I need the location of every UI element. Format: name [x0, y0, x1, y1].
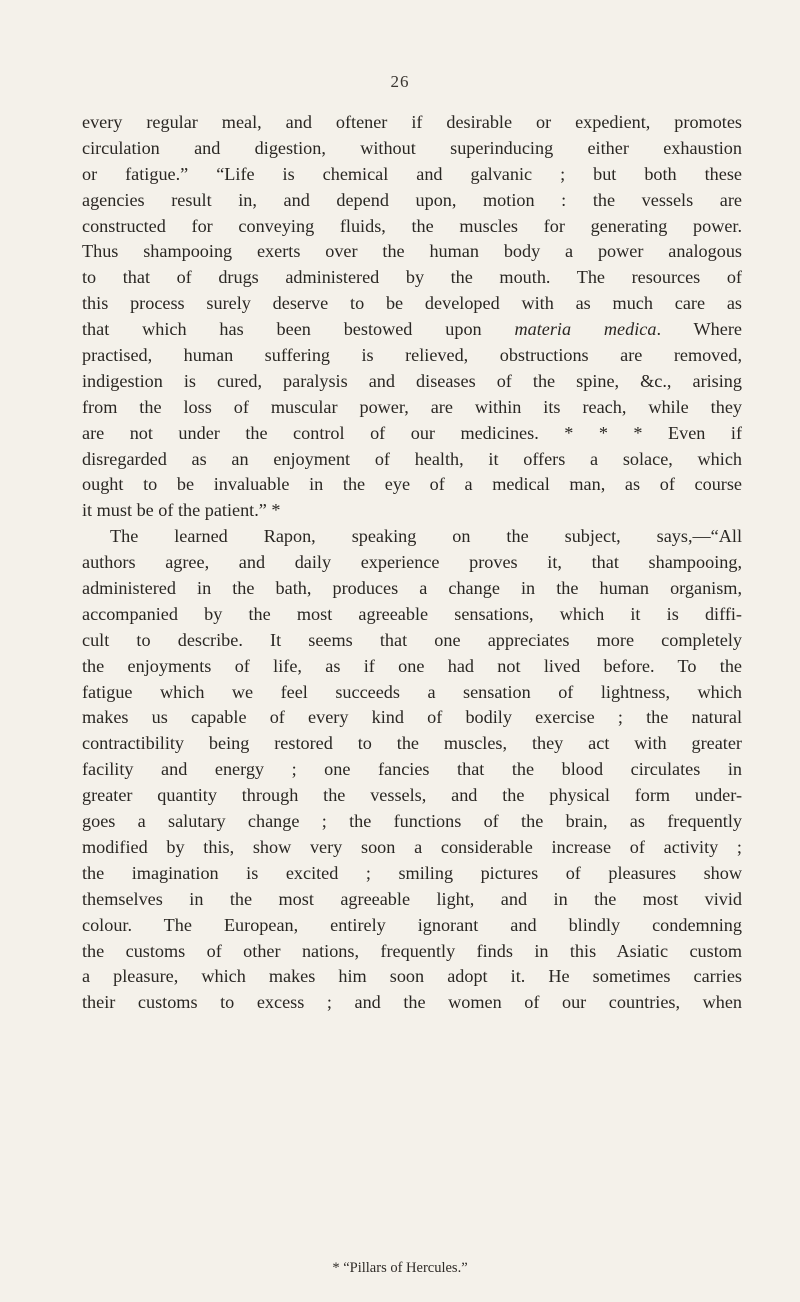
text-line: disregarded as an enjoyment of health, it offers a solace, which: [82, 448, 742, 469]
text-line: to that of drugs administered by the mouth. The resources of: [82, 267, 742, 288]
text-line: greater quantity through the vessels, and the physical form under-: [82, 785, 742, 806]
text-line: circulation and digestion, without superinducing either exhaustion: [82, 137, 742, 158]
text-line: are not under the control of our medicines. * * * Even if: [82, 422, 742, 443]
text-line: it must be of the patient.” *: [82, 500, 281, 521]
page-number: 26: [390, 72, 410, 91]
text-line: practised, human suffering is relieved, obstructions are removed,: [82, 345, 742, 366]
text-line: this process surely deserve to be developed with as much care as: [82, 293, 742, 314]
text-line: modified by this, show very soon a considerable increase of activity ;: [82, 836, 742, 857]
text-line: their customs to excess ; and the women of our countries, when: [82, 992, 742, 1013]
text-line: constructed for conveying fluids, the muscles for generating power.: [82, 215, 742, 236]
text-line: a pleasure, which makes him soon adopt it. He sometimes carries: [82, 966, 742, 987]
text-line: from the loss of muscular power, are within its reach, while they: [82, 396, 742, 417]
text-line: accompanied by the most agreeable sensations, which it is diffi-: [82, 603, 742, 624]
text-line: colour. The European, entirely ignorant and blindly condemning: [82, 914, 742, 935]
text-line: the customs of other nations, frequently finds in this Asiatic custom: [82, 940, 742, 961]
text-line: themselves in the most agreeable light, and in the most vivid: [82, 888, 742, 909]
text-line: agencies result in, and depend upon, motion : the vessels are: [82, 189, 742, 210]
text-line: or fatigue.” “Life is chemical and galvanic ; but both these: [82, 163, 742, 184]
text-line: contractibility being restored to the muscles, they act with greater: [82, 733, 742, 754]
text-line: the enjoyments of life, as if one had not lived before. To the: [82, 655, 742, 676]
text-line: ought to be invaluable in the eye of a medical man, as of course: [82, 474, 742, 495]
text-line: the imagination is excited ; smiling pictures of pleasures show: [82, 862, 742, 883]
text-line: fatigue which we feel succeeds a sensation of lightness, which: [82, 681, 742, 702]
italic-phrase: materia medica: [514, 319, 657, 340]
text-line: goes a salutary change ; the functions of the brain, as frequently: [82, 811, 742, 832]
text-line: cult to describe. It seems that one appreciates more completely: [82, 629, 742, 650]
text-line: that which has been bestowed upon materia medica. Where: [82, 319, 742, 340]
body-text: [82, 110, 742, 1016]
text-line: facility and energy ; one fancies that the blood circulates in: [82, 759, 742, 780]
text-line: every regular meal, and oftener if desirable or expedient, promotes: [82, 112, 742, 132]
text-line: Thus shampooing exerts over the human body a power analogous: [82, 241, 742, 262]
text-line: indigestion is cured, paralysis and diseases of the spine, &c., arising: [82, 370, 742, 391]
text-line: makes us capable of every kind of bodily exercise ; the natural: [82, 707, 742, 728]
text-line: authors agree, and daily experience proves it, that shampooing,: [82, 552, 742, 573]
text-line: The learned Rapon, speaking on the subject, says,—“All: [110, 526, 742, 547]
footnote: * “Pillars of Hercules.”: [332, 1260, 468, 1276]
text-line: administered in the bath, produces a change in the human organism,: [82, 578, 742, 599]
